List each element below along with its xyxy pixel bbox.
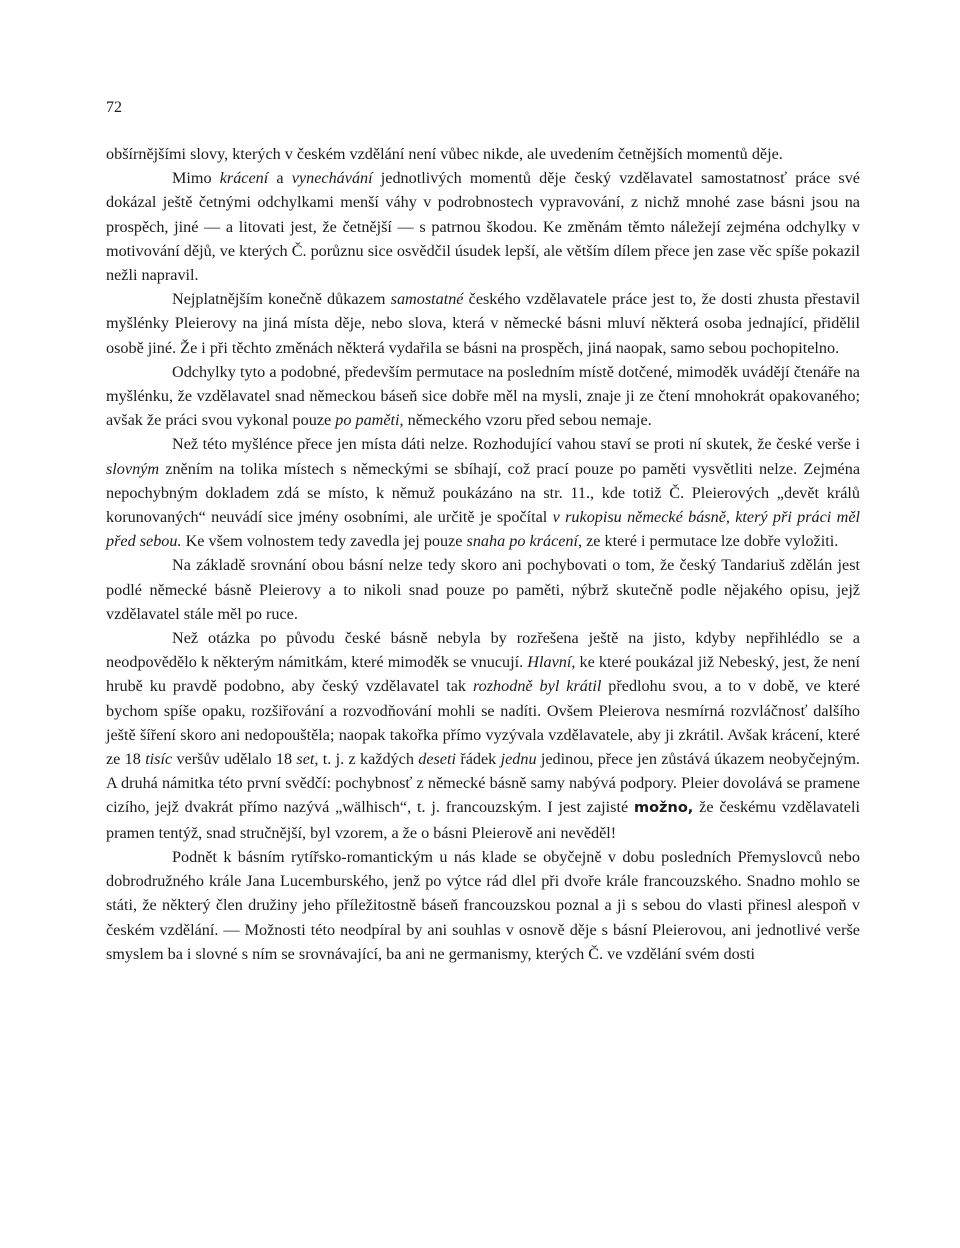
italic-text: v rukopisu německé básně, který při práci měl před sebou. [106,508,860,551]
text-run: Nejplatnějším konečně důkazem [172,290,391,309]
text-run: zněním na tolika místech s německými se sbíhají, což prací pouze po paměti vysvětliti nelze. Zejména nepochybným dokladem zdá se místo, k němuž poukázáno na str. 11., kde totiž Č. Pleierových „devět králů korunovaných“ neuvádí sice jmény osobními, ale určitě je spočítal [106,459,860,527]
italic-text: deseti [418,750,456,769]
text-run: obšírnějšími slovy, kterých v českém vzdělání není vůbec nikde, ale uvedením četnějších momentů děje. [106,145,783,163]
paragraph [106,142,860,166]
paragraph [106,553,860,626]
paragraph [106,845,860,966]
text-run: že českému vzdělavateli pramen tentýž, snad stručnější, byl vzorem, a že o básni Pleierově ani nevěděl! [106,798,860,842]
body-text [106,142,860,966]
italic-text: krácení [219,169,269,188]
text-run: ze které i permutace lze dobře vyložiti. [582,532,839,551]
paragraph [106,166,860,287]
text-run: Než této myšlénce přece jen místa dáti nelze. Rozhodující vahou staví se proti ní skutek, že české verše i [172,435,860,454]
page-number: 72 [106,99,122,116]
italic-text: samostatné [390,290,464,309]
italic-text: rozhodně byl krátil [472,677,602,696]
text-run: jedinou, přece jen zůstává úkazem neobyčejným. A druhá námitka této první svědčí: pochybnosť z německé básně samy nabývá podpory. Pleier dovolává se pramene cizího, jejž dvakrát přímo nazývá „wälhisch“, t. j. francouzským. I jest zajisté [106,750,860,817]
italic-text: set, [296,750,319,769]
document-page [106,98,860,966]
text-run: Odchylky tyto a podobné, především permutace na posledním místě dotčené, mimoděk uvádějí čtenáře na myšlénku, že vzdělavatel snad německou báseň sice dobře měl na mysli, znaje ji ze čtení mnohokrát opakovaného; avšak že práci svou vykonal pouze [106,362,860,430]
italic-text: Hlavní, [527,653,576,672]
paragraph [106,626,860,845]
text-run: Podnět k básním rytířsko-romantickým u nás klade se obyčejně v dobu posledních Přemyslovců nebo dobrodružného krále Jana Lucemburského, jenž po výtce rád dlel při dvoře krále francouzského. Snadno mohlo se státi, že některý člen družiny jeho příležitostně báseň francouzskou poznal a ji s sebou do vlasti přinesl alespoň v českém vzdělání. — Možnosti této neodpíral by ani souhlas v osnově děje s básní Pleierovou, ani jednotlivé verše smyslem ba i slovné s ním se srovnávající, ba ani ne germanismy, kterých Č. ve vzdělání svém dosti [106,847,860,963]
paragraph [106,360,860,433]
italic-text: jednu [500,750,537,769]
text-run: Než otázka po původu české básně nebyla by rozřešena ještě na jisto, kdyby nepřihlédlo se a neodpovědělo k některým námitkám, které mimoděk se vnucují. [106,629,860,672]
text-run: předlohu svou, a to v době, ve které bychom spíše opaku, rozšiřování a rozvodňování mohli se nadíti. Ovšem Pleierova nesmírná rozvláčnosť dalšího ještě šíření skoro ani nedopouštěla; naopak takořka přímo vyzývala vzdělavatele, aby ji zkrátil. Avšak krácení, které ze 18 [106,677,860,769]
text-run: německého vzoru před sebou nemaje. [403,411,652,430]
text-run: Na základě srovnání obou básní nelze tedy skoro ani pochybovati o tom, že český Tandariuš zdělán jest podlé německé básně Pleierovy a to nikoli snad pouze po paměti, nýbrž skutečně podle nějakého opisu, jejž vzdělavatel stále měl po ruce. [106,556,860,623]
text-run: ke které poukázal již Nebeský, jest, že není hrubě ku pravdě podobno, aby český vzdělavatel tak [106,653,860,696]
italic-text: po paměti, [335,411,404,430]
text-run: veršův udělalo 18 [172,750,297,769]
text-run: t. j. z každých [318,750,419,769]
text-run: řádek [456,750,501,769]
italic-text: snaha po krácení, [466,532,583,551]
text-run: českého vzdělavatele práce jest to, že dosti zhusta přestavil myšlénky Pleierovy na jiná místa děje, nebo slova, která v německé básni mluví některá osoba jednající, přidělil osobě jiné. Že i při těchto změnách některá vydařila se básni na prospěch, jiná naopak, samo sebou pochopitelno. [106,290,860,357]
text-run: a [268,169,292,188]
paragraph [106,287,860,360]
bold-text: možno, [633,800,694,817]
italic-text: tisíc [145,750,173,769]
italic-text: vynechávání [291,169,373,188]
italic-text: slovným [106,459,160,478]
text-run: jednotlivých momentů děje český vzdělavatel samostatnosť práce své dokázal ještě četnými odchylkami menší váhy v podrobnostech vypravování, z nichž mnohé zase básni jsou na prospěch, jiné — a litovati jest, že četnější — s patrnou škodou. Ke změnám těmto náležejí zejména odchylky v motivování dějů, ve kterých Č. porůznu sice osvědčil úsudek lepší, ale větším dílem přece jen zase věc spíše pokazil nežli napravil. [106,169,860,285]
paragraph [106,432,860,553]
text-run: Mimo [172,169,220,188]
text-run: Ke všem volnostem tedy zavedla jej pouze [181,532,467,551]
